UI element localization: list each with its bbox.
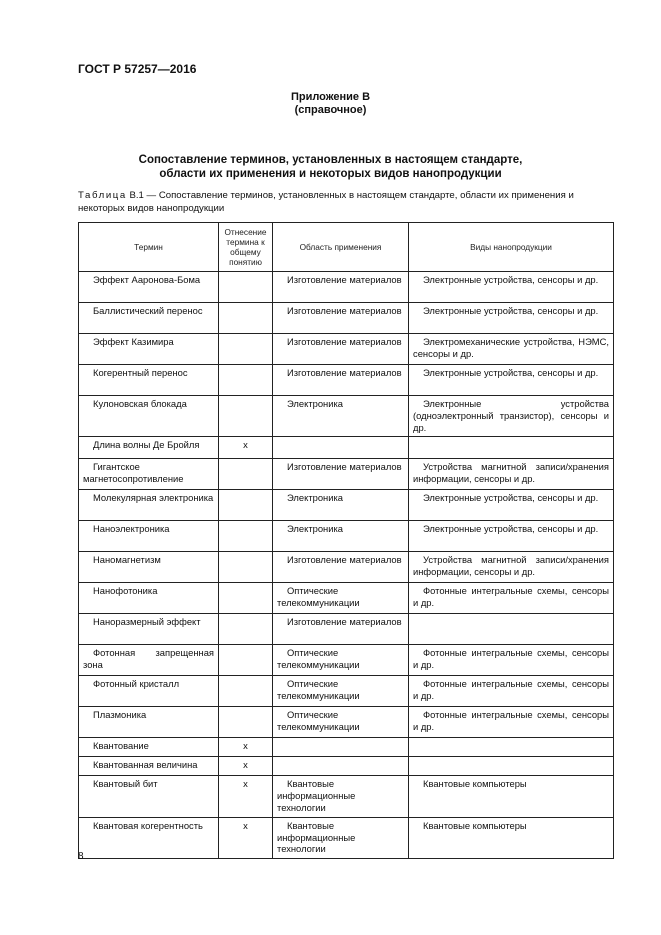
table-row (79, 676, 614, 707)
term-cell: Квантованная величина (79, 757, 219, 776)
relation-cell (219, 521, 273, 552)
term-cell: Квантование (79, 738, 219, 757)
relation-cell: x (219, 776, 273, 817)
relation-cell (219, 459, 273, 490)
products-cell: Электронные устройства, сенсоры и др. (409, 272, 614, 303)
area-cell (273, 738, 409, 757)
table-row (79, 776, 614, 817)
area-cell: Изготовление материалов (273, 459, 409, 490)
area-cell: Изготовление материалов (273, 614, 409, 645)
table-row (79, 552, 614, 583)
table-row (79, 738, 614, 757)
term-cell: Фотонная запрещенная зона (79, 645, 219, 676)
area-cell: Изготовление материалов (273, 334, 409, 365)
term-cell: Наноразмерный эффект (79, 614, 219, 645)
table-caption-text: В.1 — Сопоставление терминов, установленных в настоящем стандарте, области их применения и некоторых видов нанопродукции (78, 190, 574, 214)
relation-cell (219, 614, 273, 645)
term-cell: Квантовая когерентность (79, 817, 219, 858)
document-code: ГОСТ Р 57257—2016 (78, 62, 197, 76)
products-cell: Электромеханические устройства, НЭМС, сенсоры и др. (409, 334, 614, 365)
page-number: 8 (78, 851, 84, 862)
term-cell: Гигантское магнетосопротивление (79, 459, 219, 490)
section-title-line-1: Сопоставление терминов, установленных в настоящем стандарте, (138, 154, 523, 166)
header-products: Виды нанопродукции (409, 223, 614, 272)
relation-cell (219, 707, 273, 738)
header-relation: Отнесение термина к общему понятию (219, 223, 273, 272)
area-cell: Квантовые информационные технологии (273, 776, 409, 817)
relation-cell (219, 583, 273, 614)
products-cell (409, 757, 614, 776)
term-cell: Фотонный кристалл (79, 676, 219, 707)
table-row (79, 303, 614, 334)
relation-cell (219, 645, 273, 676)
term-cell: Когерентный перенос (79, 365, 219, 396)
products-cell (409, 437, 614, 459)
relation-cell: x (219, 437, 273, 459)
table-row (79, 707, 614, 738)
relation-cell: x (219, 757, 273, 776)
table-row (79, 817, 614, 858)
term-cell: Молекулярная электроника (79, 490, 219, 521)
section-title-line-2: области их применения и некоторых видов нанопродукции (159, 168, 502, 180)
relation-cell (219, 676, 273, 707)
products-cell (409, 614, 614, 645)
relation-cell (219, 334, 273, 365)
area-cell: Оптические телекоммуникации (273, 645, 409, 676)
area-cell: Оптические телекоммуникации (273, 707, 409, 738)
term-cell: Плазмоника (79, 707, 219, 738)
products-cell: Фотонные интегральные схемы, сенсоры и др. (409, 583, 614, 614)
relation-cell (219, 490, 273, 521)
table-row (79, 459, 614, 490)
table-row (79, 614, 614, 645)
relation-cell: x (219, 738, 273, 757)
relation-cell (219, 303, 273, 334)
products-cell: Фотонные интегральные схемы, сенсоры и др. (409, 707, 614, 738)
term-cell: Наномагнетизм (79, 552, 219, 583)
area-cell: Изготовление материалов (273, 365, 409, 396)
term-cell: Эффект Ааронова-Бома (79, 272, 219, 303)
area-cell: Изготовление материалов (273, 552, 409, 583)
term-cell: Квантовый бит (79, 776, 219, 817)
table-row (79, 272, 614, 303)
products-cell: Электронные устройства, сенсоры и др. (409, 303, 614, 334)
term-cell: Кулоновская блокада (79, 396, 219, 437)
area-cell: Изготовление материалов (273, 272, 409, 303)
table-caption-label: Таблица (78, 190, 127, 201)
products-cell: Электронные устройства, сенсоры и др. (409, 521, 614, 552)
products-cell: Электронные устройства (одноэлектронный транзистор), сенсоры и др. (409, 396, 614, 437)
table-row (79, 521, 614, 552)
products-cell: Электронные устройства, сенсоры и др. (409, 490, 614, 521)
relation-cell (219, 396, 273, 437)
products-cell: Фотонные интегральные схемы, сенсоры и др. (409, 645, 614, 676)
header-term: Термин (79, 223, 219, 272)
products-cell: Электронные устройства, сенсоры и др. (409, 365, 614, 396)
table-row (79, 757, 614, 776)
products-cell: Устройства магнитной записи/хранения информации, сенсоры и др. (409, 552, 614, 583)
products-cell (409, 738, 614, 757)
table-row (79, 437, 614, 459)
table-row (79, 396, 614, 437)
table-row (79, 365, 614, 396)
annex-title: Приложение В (290, 91, 371, 103)
annex-subtitle: (справочное) (294, 104, 367, 116)
products-cell: Фотонные интегральные схемы, сенсоры и др. (409, 676, 614, 707)
products-cell: Устройства магнитной записи/хранения информации, сенсоры и др. (409, 459, 614, 490)
table-row (79, 334, 614, 365)
term-cell: Наноэлектроника (79, 521, 219, 552)
area-cell (273, 437, 409, 459)
table-row (79, 583, 614, 614)
area-cell (273, 757, 409, 776)
products-cell: Квантовые компьютеры (409, 817, 614, 858)
table-caption (78, 190, 618, 215)
terms-table (78, 222, 614, 859)
area-cell: Электроника (273, 396, 409, 437)
relation-cell (219, 552, 273, 583)
area-cell: Оптические телекоммуникации (273, 583, 409, 614)
area-cell: Оптические телекоммуникации (273, 676, 409, 707)
table-row (79, 645, 614, 676)
term-cell: Баллистический перенос (79, 303, 219, 334)
table-header-row (79, 223, 614, 272)
relation-cell (219, 272, 273, 303)
area-cell: Электроника (273, 521, 409, 552)
term-cell: Эффект Казимира (79, 334, 219, 365)
area-cell: Изготовление материалов (273, 303, 409, 334)
relation-cell (219, 365, 273, 396)
area-cell: Квантовые информационные технологии (273, 817, 409, 858)
products-cell: Квантовые компьютеры (409, 776, 614, 817)
relation-cell: x (219, 817, 273, 858)
term-cell: Нанофотоника (79, 583, 219, 614)
header-area: Область применения (273, 223, 409, 272)
area-cell: Электроника (273, 490, 409, 521)
term-cell: Длина волны Де Бройля (79, 437, 219, 459)
table-row (79, 490, 614, 521)
